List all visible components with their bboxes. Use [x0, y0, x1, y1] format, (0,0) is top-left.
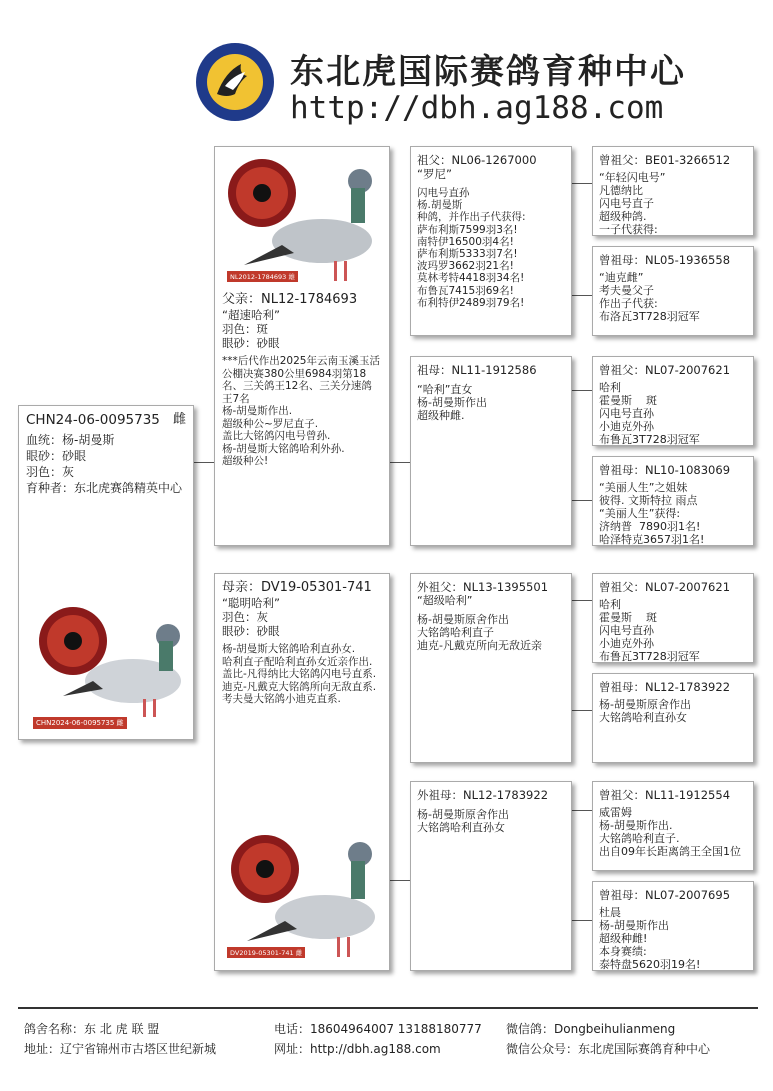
- fm-title: 祖母：NL11-1912586: [417, 363, 537, 377]
- grandmother-paternal-card[interactable]: [410, 356, 572, 546]
- ff-name: “罗尼”: [417, 167, 452, 181]
- subject-eye: 眼砂：砂眼: [26, 449, 87, 463]
- logo: [195, 42, 275, 122]
- father-color: 羽色：斑: [222, 322, 268, 336]
- mother-card[interactable]: [214, 573, 390, 971]
- father-eye: 眼砂：砂眼: [222, 336, 280, 350]
- father-notes: ***后代作出2025年云南玉溪玉活公棚决赛380公里6984羽第18名、三关鸽王12名、三关分速鸽王7名 杨-胡曼斯作出. 超级种公~罗尼直子. 盖比大铭鸽闪电号曾孙. 杨-胡曼斯大铭鸽哈利外孙. 超级种公!: [222, 355, 380, 467]
- ggf-fm-card[interactable]: [592, 356, 754, 446]
- header-title: 东北虎国际赛鸽育种中心: [290, 52, 686, 92]
- mmf-title: 曾祖父：NL11-1912554: [599, 788, 731, 802]
- ggm-mm-card[interactable]: [592, 881, 754, 971]
- grandmother-maternal-card[interactable]: [410, 781, 572, 971]
- ff-title: 祖父：NL06-1267000: [417, 153, 537, 167]
- fm-notes: 杨-胡曼斯作出 超级种雌.: [417, 396, 487, 422]
- connector: [572, 295, 592, 296]
- mother-name: “聪明哈利”: [222, 596, 280, 610]
- fmf-notes: 霍曼斯 斑 闪电号直孙 小迪克外孙 布鲁瓦3T728羽冠军: [599, 394, 700, 446]
- mother-title: 母亲：DV19-05301-741: [222, 580, 372, 595]
- mother-photo-label: DV2019-05301-741 雌: [227, 947, 305, 958]
- fmm-notes: 彼得. 文斯特拉 雨点 “美丽人生”获得: 济纳普 7890羽1名! 哈泽特克3657羽1名!: [599, 494, 705, 546]
- mmf-notes: 杨-胡曼斯作出. 大铭鸽哈利直子. 出自09年长距离鸽王全国1位: [599, 819, 741, 858]
- fmf-name: 哈利: [599, 381, 621, 394]
- mother-color: 羽色：灰: [222, 610, 268, 624]
- header-url[interactable]: http://dbh.ag188.com: [290, 90, 664, 126]
- mm-notes: 杨-胡曼斯原舍作出 大铭鸽哈利直孙女: [417, 808, 509, 834]
- connector: [572, 810, 592, 811]
- mf-title: 外祖父：NL13-1395501: [417, 580, 549, 594]
- ffm-title: 曾祖母：NL05-1936558: [599, 253, 731, 267]
- father-name: “超速哈利”: [222, 308, 280, 322]
- footer-phone: 电话：18604964007 13188180777: [274, 1022, 482, 1036]
- connector: [572, 920, 592, 921]
- grandfather-paternal-card[interactable]: [410, 146, 572, 336]
- connector: [572, 500, 592, 501]
- ggf-ff-card[interactable]: [592, 146, 754, 236]
- mff-name: 哈利: [599, 598, 621, 611]
- subject-sex: 雌: [172, 412, 186, 427]
- ggm-fm-card[interactable]: [592, 456, 754, 546]
- ggf-mm-card[interactable]: [592, 781, 754, 871]
- ggf-mf-card[interactable]: [592, 573, 754, 663]
- footer-address: 地址：辽宁省锦州市古塔区世纪新城: [24, 1042, 217, 1056]
- father-photo-label: NL2012-1784693 雄: [227, 271, 298, 282]
- fmf-title: 曾祖父：NL07-2007621: [599, 363, 731, 377]
- connector: [572, 183, 592, 184]
- subject-breeder: 育种者：东北虎赛鸽精英中心: [26, 481, 183, 495]
- mfm-notes: 杨-胡曼斯原舍作出 大铭鸽哈利直孙女: [599, 698, 691, 724]
- fff-title: 曾祖父：BE01-3266512: [599, 153, 731, 167]
- fff-name: “年轻闪电号”: [599, 171, 666, 184]
- mmm-title: 曾祖母：NL07-2007695: [599, 888, 731, 902]
- fff-notes: 凡德纳比 闪电号直子 超级种鸽. 一子代获得:: [599, 184, 658, 236]
- father-card[interactable]: [214, 146, 390, 546]
- mff-title: 曾祖父：NL07-2007621: [599, 580, 731, 594]
- footer-divider: [18, 1007, 758, 1009]
- footer-wechat-public: 微信公众号：东北虎国际赛鸽育种中心: [506, 1042, 711, 1056]
- connector: [390, 880, 410, 881]
- subject-photo-label: CHN2024-06-0095735 雌: [33, 717, 127, 729]
- connector: [572, 390, 592, 391]
- ggm-ff-card[interactable]: [592, 246, 754, 336]
- mother-notes: 杨-胡曼斯大铭鸽哈利直孙女. 哈利直子配哈利直孙女近亲作出. 盖比-凡得纳比大铭鸽闪电号直系. 迪克-凡戴克大铭鸽所向无敌直系. 考夫曼大铭鸽小迪克直系.: [222, 643, 377, 705]
- grandfather-maternal-card[interactable]: [410, 573, 572, 763]
- footer-website[interactable]: 网址：http://dbh.ag188.com: [274, 1042, 441, 1056]
- ffm-name: “迪克雌”: [599, 271, 644, 284]
- mmf-name: 威雷姆: [599, 806, 632, 819]
- fmm-title: 曾祖母：NL10-1083069: [599, 463, 731, 477]
- mff-notes: 霍曼斯 斑 闪电号直孙 小迪克外孙 布鲁瓦3T728羽冠军: [599, 611, 700, 663]
- connector: [572, 600, 592, 601]
- mother-eye: 眼砂：砂眼: [222, 624, 280, 638]
- connector: [204, 462, 205, 463]
- mother-photo: [225, 829, 385, 964]
- mfm-title: 曾祖母：NL12-1783922: [599, 680, 731, 694]
- fmm-name: “美丽人生”之姐妹: [599, 481, 688, 494]
- ff-notes: 闪电号直孙 杨.胡曼斯 种鸽，并作出子代获得: 萨布利斯7599羽3名! 南特伊16500羽4名! 萨布利斯5333羽7名! 波玛罗3662羽21名! 莫林考特4418羽34名! 布鲁瓦7415羽69名! 布利特伊2489羽79名!: [417, 187, 526, 309]
- subject-color: 羽色：灰: [26, 465, 75, 479]
- pigeon-photo: [33, 601, 193, 731]
- father-photo: [222, 153, 382, 288]
- footer-loft: 鸽舍名称：东 北 虎 联 盟: [24, 1022, 160, 1036]
- ggm-mf-card[interactable]: [592, 673, 754, 763]
- fm-name: “哈利”直女: [417, 383, 473, 396]
- subject-ring: CHN24-06-0095735: [26, 412, 160, 428]
- page-header: [190, 30, 763, 142]
- mf-notes: 杨-胡曼斯原舍作出 大铭鸽哈利直子 迪克-凡戴克所向无敌近亲: [417, 613, 542, 652]
- connector: [390, 462, 410, 463]
- ffm-notes: 考夫曼父子 作出子代获: 布洛瓦3T728羽冠军: [599, 284, 700, 323]
- mm-title: 外祖母：NL12-1783922: [417, 788, 549, 802]
- mmm-name: 杜晨: [599, 906, 621, 919]
- mmm-notes: 杨-胡曼斯作出 超级种雌! 本身赛绩: 泰特盘5620羽19名!: [599, 919, 701, 971]
- father-title: 父亲：NL12-1784693: [222, 292, 358, 307]
- connector: [572, 710, 592, 711]
- subject-card[interactable]: [18, 405, 194, 740]
- footer-wechat: 微信鸽：Dongbeihulianmeng: [506, 1022, 676, 1036]
- mf-name: “超级哈利”: [417, 594, 473, 607]
- subject-bloodline: 血统：杨-胡曼斯: [26, 433, 115, 447]
